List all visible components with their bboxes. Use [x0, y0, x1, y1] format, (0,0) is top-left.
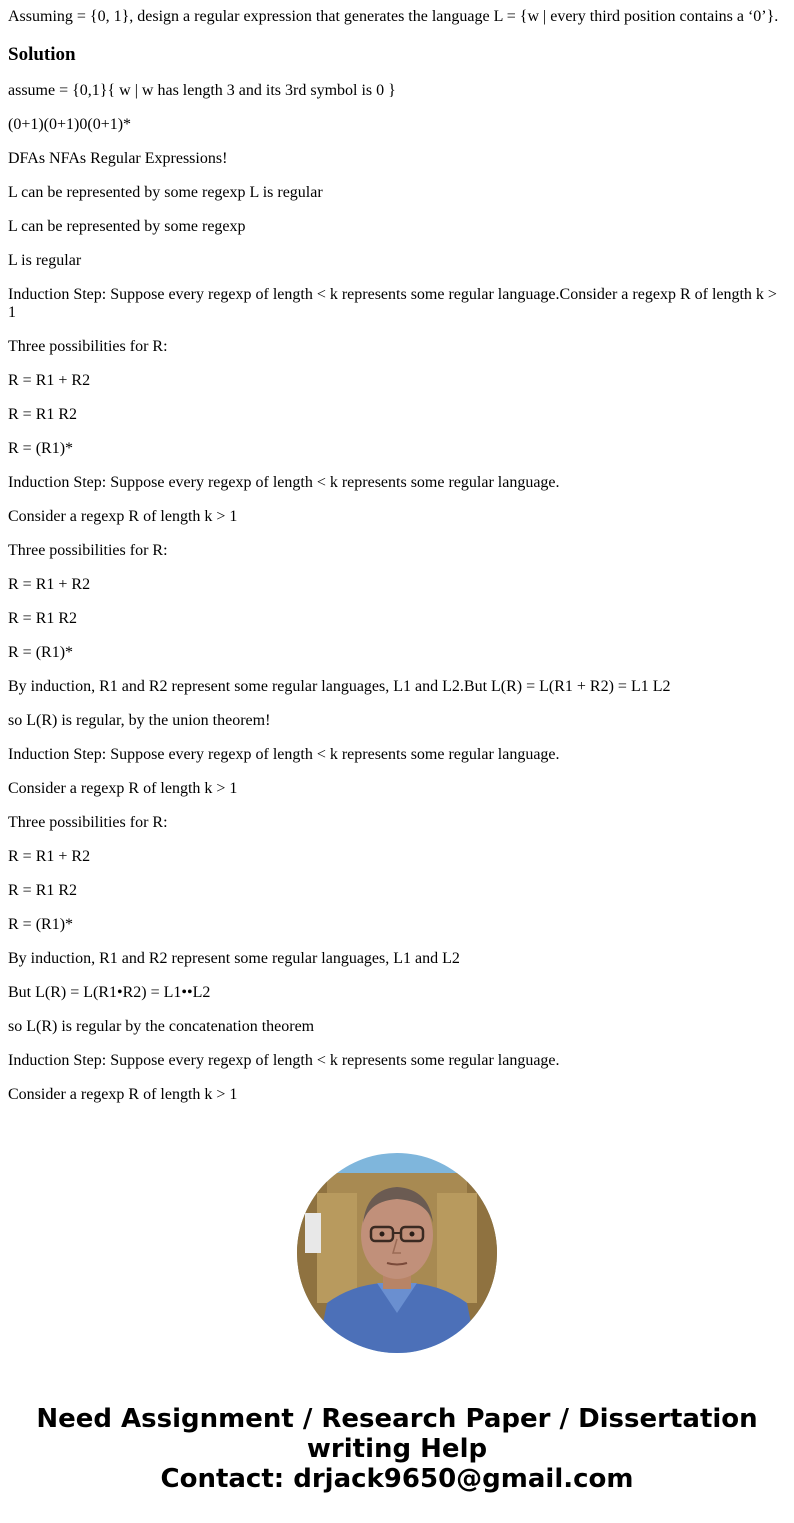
solution-paragraph: assume = {0,1}{ w | w has length 3 and its 3rd symbol is 0 }: [8, 82, 396, 99]
solution-paragraph: R = R1 R2: [8, 882, 78, 899]
solution-paragraph: so L(R) is regular by the concatenation theorem: [8, 1018, 315, 1035]
solution-paragraph: Induction Step: Suppose every regexp of length < k represents some regular language.: [8, 1052, 560, 1069]
question-text: Assuming = {0, 1}, design a regular expression that generates the language L = {w | every third position contains a ‘0’}.: [8, 8, 779, 25]
solution-paragraph: Consider a regexp R of length k > 1: [8, 780, 238, 797]
solution-paragraph: L can be represented by some regexp L is regular: [8, 184, 323, 201]
footer-line-1: Need Assignment / Research Paper / Dissertation: [36, 1404, 758, 1434]
solution-heading: Solution: [8, 44, 76, 65]
solution-paragraph: L can be represented by some regexp: [8, 218, 246, 235]
solution-paragraph: DFAs NFAs Regular Expressions!: [8, 150, 228, 167]
solution-paragraph: L is regular: [8, 252, 82, 269]
footer-line-2: writing Help: [306, 1434, 488, 1464]
solution-paragraph: Three possibilities for R:: [8, 542, 168, 559]
footer-contact: [0, 1404, 794, 1494]
solution-paragraph: R = R1 + R2: [8, 372, 91, 389]
solution-paragraph: R = R1 R2: [8, 406, 78, 423]
author-avatar: [297, 1153, 497, 1353]
solution-paragraph: R = R1 + R2: [8, 848, 91, 865]
solution-paragraph: Induction Step: Suppose every regexp of length < k represents some regular language.Consider a regexp R of length k > 1: [8, 286, 777, 321]
solution-paragraph: By induction, R1 and R2 represent some regular languages, L1 and L2: [8, 950, 460, 967]
solution-paragraph: R = (R1)*: [8, 644, 74, 661]
solution-paragraph: R = (R1)*: [8, 440, 74, 457]
solution-paragraph: Consider a regexp R of length k > 1: [8, 508, 238, 525]
footer-contact-line: Contact: drjack9650@gmail.com: [160, 1464, 634, 1494]
solution-paragraph: Induction Step: Suppose every regexp of length < k represents some regular language.: [8, 746, 560, 763]
author-photo-image: [297, 1153, 497, 1353]
solution-paragraph: so L(R) is regular, by the union theorem!: [8, 712, 271, 729]
solution-paragraph: Three possibilities for R:: [8, 814, 168, 831]
solution-paragraph: R = R1 + R2: [8, 576, 91, 593]
solution-paragraphs: [8, 82, 786, 1104]
solution-paragraph: Three possibilities for R:: [8, 338, 168, 355]
solution-paragraph: R = R1 R2: [8, 610, 78, 627]
solution-paragraph: But L(R) = L(R1•R2) = L1••L2: [8, 984, 211, 1001]
document-body: [8, 0, 786, 1104]
solution-paragraph: Consider a regexp R of length k > 1: [8, 1086, 238, 1103]
solution-paragraph: (0+1)(0+1)0(0+1)*: [8, 116, 132, 133]
solution-paragraph: By induction, R1 and R2 represent some regular languages, L1 and L2.But L(R) = L(R1 + R2) = L1 L2: [8, 678, 671, 695]
solution-paragraph: R = (R1)*: [8, 916, 74, 933]
solution-paragraph: Induction Step: Suppose every regexp of length < k represents some regular language.: [8, 474, 560, 491]
